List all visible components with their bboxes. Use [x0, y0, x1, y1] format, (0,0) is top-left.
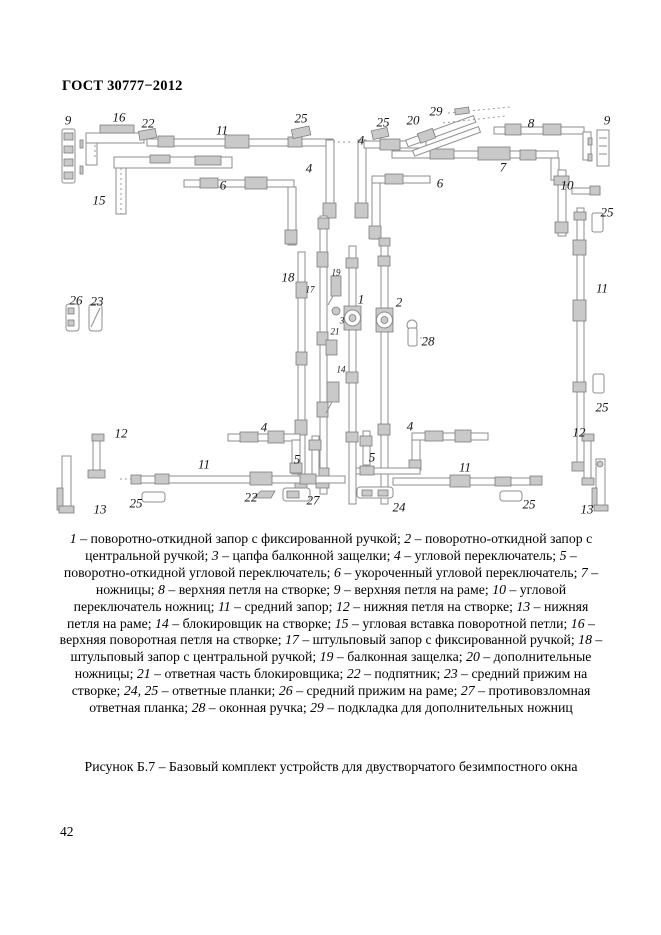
figure-legend [58, 531, 604, 717]
legend-item: 17 – штульповый запор с фиксированной ручкой; [285, 632, 579, 648]
diagram-label-12: 12 [572, 424, 586, 440]
legend-item: 18 – штульповый запор с центральной ручкой; [70, 632, 603, 665]
diagram-label-25: 25 [294, 110, 308, 126]
page-number: 42 [60, 824, 74, 839]
legend-item: 15 – угловая вставка поворотной петли; [334, 615, 571, 631]
diagram-label-1: 1 [357, 291, 365, 307]
diagram-label-11: 11 [458, 459, 472, 475]
legend-item: 28 – оконная ручка; [191, 700, 311, 716]
legend-item: 9 – верхняя петля на раме; [333, 581, 493, 597]
legend-item: 29 – подкладка для дополнительных ножниц [310, 700, 573, 716]
legend-item: 2 – поворотно-откидной запор с центральной ручкой; [85, 531, 593, 563]
legend-item: 4 – угловой переключатель; [393, 547, 560, 563]
diagram-label-13: 13 [580, 501, 594, 517]
legend-item: 1 – поворотно-откидной запор с фиксированной ручкой; [69, 531, 405, 546]
diagram-label-6: 6 [219, 177, 227, 193]
legend-item: 19 – балконная защелка; [319, 649, 467, 665]
diagram-label-9: 9 [64, 112, 72, 128]
diagram-label-4: 4 [406, 418, 414, 434]
diagram-label-4: 4 [305, 160, 313, 176]
diagram-label-25: 25 [129, 495, 143, 511]
legend-item: 5 – поворотно-откидной угловой переключатель; [63, 547, 577, 580]
diagram-label-25: 25 [600, 204, 614, 220]
diagram-label-16: 16 [112, 109, 126, 125]
diagram-label-25: 25 [376, 114, 390, 130]
legend-item: 13 – нижняя петля на раме; [67, 598, 589, 631]
legend-item: 24, 25 – ответные планки; [123, 683, 279, 699]
legend-item: 8 – верхняя петля на створке; [158, 581, 334, 597]
legend-item: 16 – верхняя поворотная петля на створке; [59, 615, 595, 648]
legend-item: 20 – дополнительные ножницы; [74, 649, 592, 682]
diagram-label-10: 10 [560, 177, 574, 193]
diagram-label-2: 2 [395, 294, 403, 310]
diagram-label-23: 23 [90, 293, 104, 309]
diagram-label-8: 8 [527, 115, 535, 131]
doc-header: ГОСТ 30777−2012 [62, 78, 183, 94]
diagram-label-28: 28 [421, 333, 435, 349]
legend-item: 10 – угловой переключатель ножниц; [73, 581, 567, 614]
diagram-label-4: 4 [260, 419, 268, 435]
diagram-label-7: 7 [499, 159, 507, 175]
legend-item: 27 – противовзломная ответная планка; [89, 683, 591, 716]
diagram-label-22: 22 [244, 489, 258, 505]
diagram-label-17: 17 [305, 284, 315, 295]
diagram-label-19: 19 [331, 267, 341, 278]
legend-item: 11 – средний запор; [217, 598, 336, 614]
diagram-label-26: 26 [69, 292, 83, 308]
legend-item: 21 – ответная часть блокировщика; [136, 666, 347, 682]
diagram-label-18: 18 [281, 269, 295, 285]
legend-item: 26 – средний прижим на раме; [278, 683, 461, 699]
diagram-label-25: 25 [595, 399, 609, 415]
diagram-label-20: 20 [406, 112, 420, 128]
diagram-label-12: 12 [114, 425, 128, 441]
legend-item: 6 – укороченный угловой переключатель; [333, 564, 581, 580]
diagram-label-4: 4 [357, 132, 365, 148]
diagram-label-27: 27 [306, 492, 320, 508]
diagram-label-24: 24 [392, 499, 406, 515]
diagram-label-22: 22 [141, 115, 155, 131]
diagram-label-29: 29 [429, 103, 443, 119]
legend-item: 22 – подпятник; [346, 666, 444, 682]
diagram-label-11: 11 [215, 122, 229, 138]
diagram-label-15: 15 [92, 192, 106, 208]
diagram-label-14: 14 [336, 364, 346, 375]
diagram-label-13: 13 [93, 501, 107, 517]
diagram-label-11: 11 [595, 280, 609, 296]
legend-item: 7 – ножницы; [95, 564, 599, 597]
diagram-label-25: 25 [522, 496, 536, 512]
diagram-label-6: 6 [436, 175, 444, 191]
legend-item: 14 – блокировщик на створке; [155, 615, 335, 631]
legend-item: 12 – нижняя петля на створке; [335, 598, 517, 614]
diagram-label-3: 3 [339, 315, 345, 326]
diagram-label-5: 5 [368, 449, 376, 465]
diagram-label-21: 21 [330, 326, 340, 337]
diagram-label-5: 5 [293, 451, 301, 467]
figure-caption: Рисунок Б.7 – Базовый комплект устройств для двустворчатого безимпостного окна [84, 759, 578, 774]
diagram-label-9: 9 [603, 112, 611, 128]
legend-item: 23 – средний прижим на створке; [71, 666, 588, 699]
diagram-label-11: 11 [197, 456, 211, 472]
legend-item: 3 – цапфа балконной защелки; [211, 547, 394, 563]
